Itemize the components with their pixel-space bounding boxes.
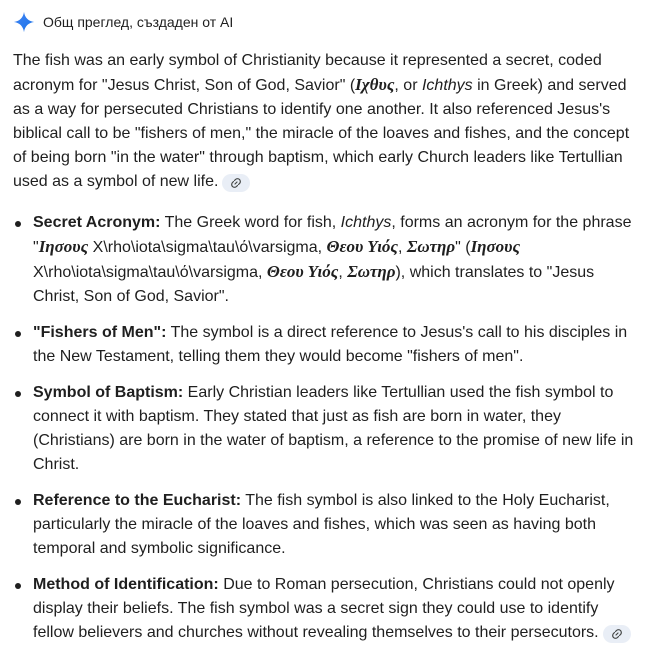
greek-word: Ιησους xyxy=(38,237,89,256)
point-text: , xyxy=(398,239,407,256)
point-text: Early Christian leaders like Tertullian used the fish symbol to connect it with baptism. They stated that just as fish are born in water, they (Christians) are born in the water of baptism, a reference to the promise of new life in Christ. xyxy=(33,384,634,473)
ai-overview-title: Общ преглед, създаден от AI xyxy=(43,14,234,30)
point-text: Due to Roman persecution, Christians could not openly display their beliefs. The fish symbol was a secret sign they could use to identify fellow believers and churches without revealing themselves to their persecutors. xyxy=(33,576,615,641)
intro-text-2: , or xyxy=(394,77,422,94)
point-label: Secret Acronym: xyxy=(33,214,161,231)
point-label: Reference to the Eucharist: xyxy=(33,492,242,509)
greek-acronym: Ιχθυς xyxy=(355,75,395,94)
greek-word: Θεου Υιός xyxy=(326,237,398,256)
sparkle-icon xyxy=(13,11,35,33)
intro-text-1: The fish was an early symbol of Christianity because it represented a secret, coded acronym for "Jesus Christ, Son of God, Savior" ( xyxy=(13,52,602,94)
ai-overview-header xyxy=(13,11,233,33)
greek-word: Ιησους xyxy=(470,237,521,256)
list-item-secret-acronym xyxy=(33,211,643,309)
link-icon xyxy=(230,177,242,189)
ichthys-term: Ichthys xyxy=(421,77,473,94)
key-points-list xyxy=(0,211,669,657)
ichthys-term: Ichthys xyxy=(340,214,392,231)
list-item-fishers-of-men xyxy=(33,321,643,369)
source-link-button[interactable] xyxy=(222,174,250,192)
greek-word: Σωτηρ xyxy=(406,237,456,256)
point-text: , forms an acronym for the phrase " xyxy=(33,214,632,256)
list-item-identification xyxy=(33,573,643,645)
point-label: Method of Identification: xyxy=(33,576,219,593)
point-text: " ( xyxy=(455,239,471,256)
link-icon xyxy=(611,628,623,640)
greek-word: Σωτηρ xyxy=(347,262,396,281)
point-text: X\rho\iota\sigma\tau\ό\varsigma, xyxy=(33,264,267,281)
point-label: "Fishers of Men": xyxy=(33,324,167,341)
point-text: X\rho\iota\sigma\tau\ό\varsigma, xyxy=(88,239,327,256)
greek-word: Θεου Υιός xyxy=(266,262,339,281)
source-link-button[interactable] xyxy=(603,625,631,643)
point-text: The symbol is a direct reference to Jesus's call to his disciples in the New Testament, telling them they would become "fishers of men". xyxy=(33,324,628,365)
intro-text-3: in Greek) and served as a way for persecuted Christians to identify one another. It also referenced Jesus's biblical call to be "fishers of men," the miracle of the loaves and fishes, and the concept of being born "in the water" through baptism, which early Church leaders like Tertullian used as a symbol of new life. xyxy=(13,77,630,190)
point-label: Symbol of Baptism: xyxy=(33,384,184,401)
point-text: ), which translates to "Jesus Christ, Son of God, Savior". xyxy=(33,264,595,305)
point-text: , xyxy=(338,264,348,281)
point-text: The fish symbol is also linked to the Holy Eucharist, particularly the miracle of the loaves and fishes, which was seen as having both temporal and symbolic significance. xyxy=(33,492,610,557)
point-text: The Greek word for fish, xyxy=(160,214,341,231)
list-item-eucharist xyxy=(33,489,643,561)
overview-paragraph xyxy=(13,49,641,194)
list-item-symbol-of-baptism xyxy=(33,381,643,477)
